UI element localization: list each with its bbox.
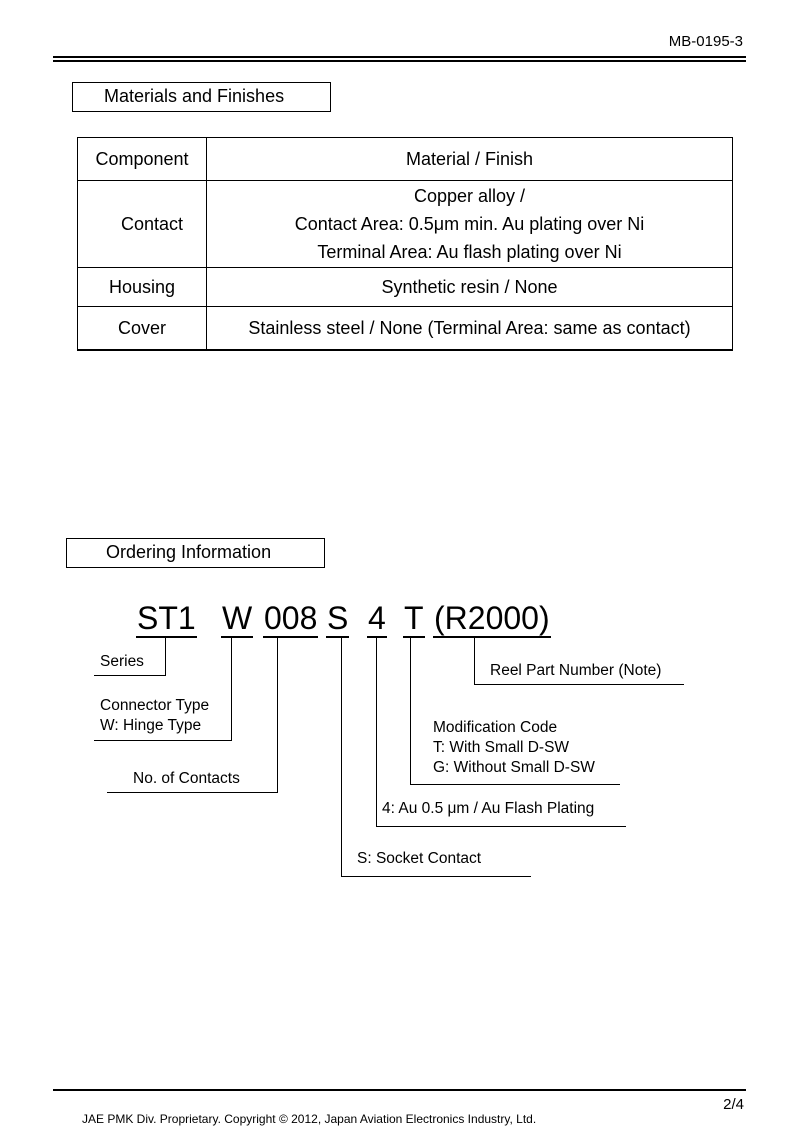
part-segment-plating: 4 [368, 600, 386, 636]
material-line: Terminal Area: Au flash plating over Ni [317, 242, 622, 262]
column-header-component: Component [78, 138, 207, 181]
part-segment-type: W [222, 600, 253, 636]
leader-line-reel-v [474, 637, 475, 685]
label-socket: S: Socket Contact [357, 850, 482, 867]
label-contacts: No. of Contacts [133, 770, 240, 787]
ordering-section-title: Ordering Information [66, 538, 325, 568]
part-segment-series: ST1 [137, 600, 196, 636]
component-cover: Cover [78, 307, 207, 351]
component-housing: Housing [78, 268, 207, 307]
leader-line-contacts-h [107, 792, 278, 793]
label-plating: 4: Au 0.5 μm / Au Flash Plating [382, 800, 595, 817]
leader-line-plating-h [376, 826, 626, 827]
leader-line-type-v [231, 637, 232, 741]
page-number: 2/4 [723, 1096, 744, 1113]
label-modification-g: G: Without Small D-SW [433, 759, 595, 776]
leader-line-plating-v [376, 637, 377, 827]
part-segment-modification: T [404, 600, 424, 636]
label-connector-type-w: W: Hinge Type [100, 717, 202, 734]
table-header-row [78, 138, 733, 181]
material-line: Contact Area: 0.5μm min. Au plating over Ni [294, 214, 645, 234]
leader-line-socket-h [341, 876, 531, 877]
part-segment-contacts: 008 [264, 600, 318, 636]
leader-line-modification-v [410, 637, 411, 785]
label-modification-t: T: With Small D-SW [433, 739, 570, 756]
header-rule-top [53, 56, 746, 58]
leader-line-modification-h [410, 784, 620, 785]
component-contact: Contact [120, 213, 184, 234]
document-number: MB-0195-3 [668, 33, 743, 50]
leader-line-contacts-v [277, 637, 278, 793]
material-line: Synthetic resin / None [207, 268, 733, 307]
label-connector-type: Connector Type [100, 697, 210, 714]
material-cell [207, 181, 733, 268]
label-modification: Modification Code [433, 719, 558, 736]
leader-line-socket-v [341, 637, 342, 877]
table-row [78, 181, 733, 268]
material-line: Stainless steel / None (Terminal Area: same as contact) [207, 307, 733, 351]
material-line: Copper alloy / [413, 186, 526, 206]
column-header-material: Material / Finish [207, 138, 733, 181]
materials-section-title: Materials and Finishes [72, 82, 331, 112]
table-row [78, 268, 733, 307]
part-segment-socket: S [327, 600, 349, 636]
materials-table [77, 137, 733, 351]
part-segment-reel: (R2000) [434, 600, 550, 636]
table-row [78, 307, 733, 351]
leader-line-reel-h [474, 684, 684, 685]
component-cell [78, 181, 207, 268]
leader-line-series-h [94, 675, 166, 676]
leader-line-series-v [165, 637, 166, 675]
label-series: Series [100, 653, 144, 670]
footer-rule [53, 1089, 746, 1091]
copyright-notice: JAE PMK Div. Proprietary. Copyright © 2012, Japan Aviation Electronics Industry, Ltd. [82, 1112, 537, 1126]
leader-line-type-h [94, 740, 232, 741]
label-reel: Reel Part Number (Note) [490, 662, 662, 679]
header-rule-bottom [53, 60, 746, 62]
